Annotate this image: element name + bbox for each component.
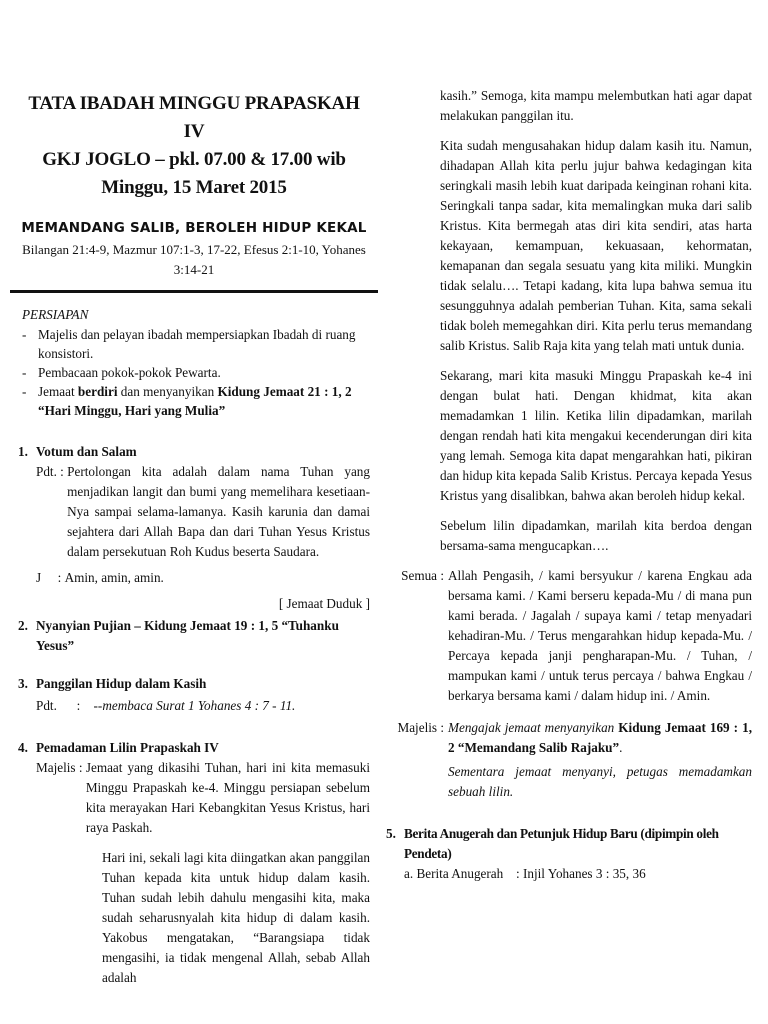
section-heading bbox=[386, 824, 752, 864]
pdt-line bbox=[36, 462, 370, 562]
hymn-title: Kidung Jemaat 169 : 1, 2 “Memandang Salib Rajaku” bbox=[448, 720, 752, 755]
title-line-2: GKJ JOGLO – pkl. 07.00 & 17.00 wib bbox=[42, 149, 346, 170]
section-title: Pemadaman Lilin Prapaskah IV bbox=[36, 740, 219, 755]
majelis-line bbox=[36, 758, 370, 838]
persiapan-list bbox=[22, 325, 370, 420]
reading-reference: : Injil Yohanes 3 : 35, 36 bbox=[516, 866, 646, 881]
hymn-title: Kidung Jemaat 21 : 1, 2 “Hari Minggu, Hari yang Mulia” bbox=[38, 384, 352, 418]
header-divider bbox=[10, 290, 378, 293]
section-number: 2. bbox=[18, 618, 28, 633]
speaker-label: Majelis : bbox=[397, 720, 444, 735]
section-panggilan bbox=[18, 674, 370, 716]
section-heading bbox=[18, 738, 370, 758]
section-heading bbox=[18, 674, 370, 694]
scripture-readings: Bilangan 21:4-9, Mazmur 107:1-3, 17-22, Efesus 2:1-10, Yohanes 3:14-21 bbox=[22, 242, 366, 277]
paragraph: kasih.” Semoga, kita mampu melembutkan hati agar dapat melakukan panggilan itu. bbox=[440, 88, 752, 123]
section-title: Nyanyian Pujian – Kidung Jemaat 19 : 1, 5 “Tuhanku Yesus” bbox=[36, 618, 339, 653]
speaker-text: --membaca Surat 1 Yohanes 4 : 7 - 11. bbox=[93, 698, 296, 713]
rubric-note: Sementara jemaat menyanyi, petugas memadamkan sebuah lilin. bbox=[448, 764, 752, 799]
rubric-note: [ Jemaat Duduk ] bbox=[278, 596, 370, 611]
paragraph: Sebelum lilin dipadamkan, marilah kita berdoa dengan bersama-sama mengucapkan…. bbox=[440, 518, 752, 553]
speaker-label: Pdt. : bbox=[36, 698, 94, 713]
speaker-text: Jemaat yang dikasihi Tuhan, hari ini kita memasuki Minggu Prapaskah ke-4. Minggu persiapan sebelum kita merayakan Hari Kebangkitan Yesus Kristus, hari raya Paskah. bbox=[85, 760, 370, 835]
speaker-label: Pdt. : bbox=[36, 464, 68, 479]
persiapan-item: - Majelis dan pelayan ibadah mempersiapkan Ibadah di ruang konsistori. bbox=[22, 325, 370, 363]
section-number: 5. bbox=[386, 826, 396, 841]
right-column bbox=[386, 86, 752, 884]
speaker-text: Amin, amin, amin. bbox=[64, 570, 164, 585]
speaker-text: Pertolongan kita adalah dalam nama Tuhan yang menjadikan langit dan bumi yang memelihara kesetiaan-Nya sampai selama-lamanya. Kasih karunia dan damai sejahtera dari Allah Bapa dan dari Tuhan Yesus Kristus dalam persekutuan Roh Kudus beserta Saudara. bbox=[67, 464, 370, 559]
left-column bbox=[18, 90, 370, 988]
reading-label: a. Berita Anugerah bbox=[404, 866, 504, 881]
theme-heading: MEMANDANG SALIB, BEROLEH HIDUP KEKAL bbox=[21, 220, 367, 236]
section-heading bbox=[18, 616, 370, 656]
speaker-label: Semua : bbox=[401, 568, 444, 583]
section-nyanyian bbox=[18, 616, 370, 656]
prayer-text: Allah Pengasih, / kami bersyukur / karena Engkau ada bersama kami. / Kami berseru kepada-Mu / di mana pun kami berada. / Jagalah / supaya kami / tetap menyadari kehadiran-Mu. / Terus mengarahkan hidup kepada-Mu. / Percaya kepada janji pengharapan-Mu. / Tuhan, / mampukan kami / untuk terus percaya / bahwa Engkau / berkarya bersama kami / dalam hidup ini. / Amin. bbox=[448, 568, 752, 703]
speaker-label: Majelis : bbox=[36, 760, 86, 775]
text-bold: berdiri bbox=[77, 384, 118, 399]
section-title: Votum dan Salam bbox=[36, 444, 137, 459]
section-votum bbox=[18, 442, 370, 614]
persiapan-item: - Pembacaan pokok-pokok Pewarta. bbox=[22, 363, 370, 382]
majelis-instruction bbox=[392, 718, 752, 758]
text: . bbox=[619, 740, 623, 755]
instruction-text bbox=[448, 718, 752, 758]
section-pemadaman bbox=[18, 738, 370, 988]
paragraph: Hari ini, sekali lagi kita diingatkan akan panggilan Tuhan kepada kita untuk hidup dalam kasih. Tuhan sudah lebih dahulu mengasihi kita, maka sudah seharusnyalah kita hidup di dalam kasih. Yakobus mengatakan, “Barangsiapa tidak mengasihi, ia tidak mengenal Allah, sebab Allah adalah bbox=[102, 850, 370, 985]
text: dan menyanyikan bbox=[117, 384, 218, 399]
section-number: 4. bbox=[18, 740, 28, 755]
paragraph: Kita sudah mengusahakan hidup dalam kasih itu. Namun, dihadapan Allah kita perlu jujur bahwa kedagingan kita seringkali masih lebih kuat daripada keinginan rohani kita. Seringkali tanpa sadar, kita memalingkan muka dari salib Kristus. Kita bermegah atas diri kita sendiri, atas harta kekayaan, kemampuan, kekuasaan, kehormatan, kemapanan dan segala sesuatu yang kita miliki. Mungkin tidak selalu…. Tetapi kadang, kita lupa bahwa semua itu sesungguhnya adalah pemberian Tuhan. Kita, sama sekali tidak boleh memegahkan diri. Kita perlu terus memandang salib Kristus. Salib Raja kita yang telah mati untuk dunia. bbox=[440, 138, 752, 353]
persiapan-item bbox=[22, 382, 370, 420]
section-number: 1. bbox=[18, 444, 28, 459]
section-title: Berita Anugerah dan Petunjuk Hidup Baru (dipimpin oleh Pendeta) bbox=[404, 826, 719, 861]
text: Jemaat bbox=[38, 384, 78, 399]
section-berita-anugerah bbox=[386, 824, 752, 884]
pdt-line bbox=[36, 696, 370, 716]
speaker-label: J : bbox=[36, 570, 65, 585]
section-number: 3. bbox=[18, 676, 28, 691]
text-italic: Mengajak jemaat menyanyikan bbox=[448, 720, 619, 735]
title-line-3: Minggu, 15 Maret 2015 bbox=[101, 177, 287, 198]
section-heading bbox=[18, 442, 370, 462]
title-line-1: TATA IBADAH MINGGU PRAPASKAH IV bbox=[28, 93, 360, 142]
jemaat-line bbox=[36, 568, 370, 588]
persiapan-heading: PERSIAPAN bbox=[22, 307, 89, 322]
semua-prayer bbox=[392, 566, 752, 706]
section-title: Panggilan Hidup dalam Kasih bbox=[36, 676, 207, 691]
reading-line bbox=[404, 864, 752, 884]
paragraph: Sekarang, mari kita masuki Minggu Prapaskah ke-4 ini dengan bulat hati. Dengan khidmat, kita akan memadamkan 1 lilin. Ketika lilin dipadamkan, marilah dengan rendah hati kita mengakui kecenderungan diri kita yang lemah. Semoga kita dapat mengarahkan hati, pikiran dan hidup kita kepada Salib Kristus. Percaya kepada Yesus Kristus yang disalibkan, bahwa akan beroleh hidup kekal. bbox=[440, 368, 752, 503]
